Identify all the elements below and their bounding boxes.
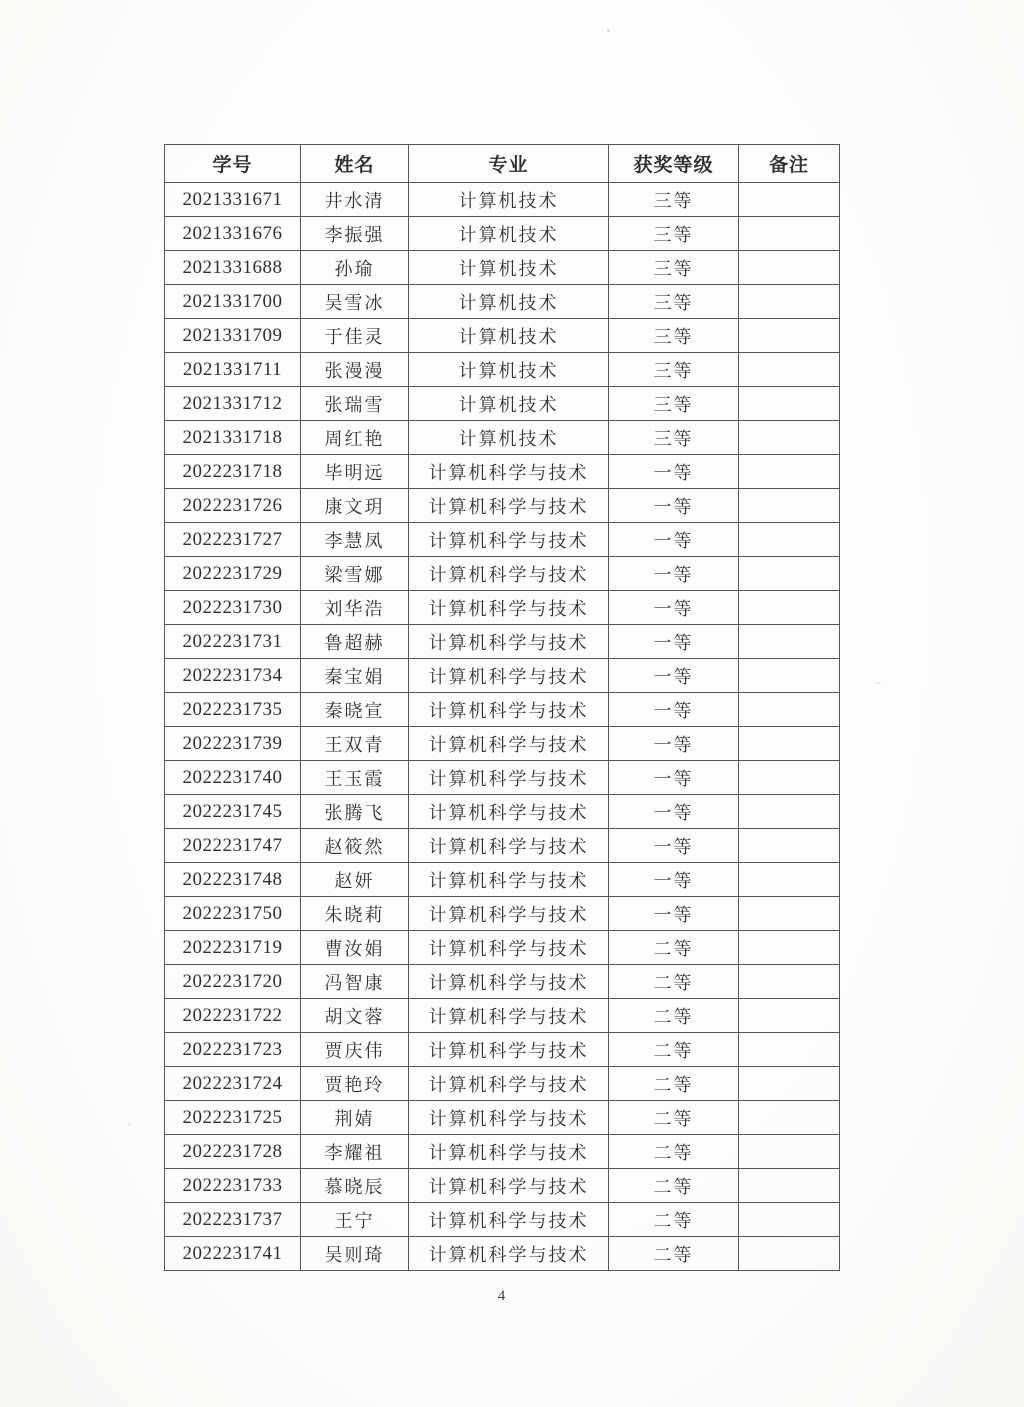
cell-award-level: 二等 [609, 1033, 739, 1067]
cell-remark [739, 1067, 840, 1101]
cell-award-level: 二等 [609, 1169, 739, 1203]
cell-major: 计算机技术 [409, 217, 609, 251]
cell-major: 计算机科学与技术 [409, 1135, 609, 1169]
cell-remark [739, 319, 840, 353]
cell-student-id: 2022231731 [165, 625, 301, 659]
cell-remark [739, 387, 840, 421]
table-row [165, 761, 840, 795]
cell-award-level: 二等 [609, 965, 739, 999]
cell-student-id: 2022231737 [165, 1203, 301, 1237]
cell-name: 曹汝娟 [301, 931, 409, 965]
cell-name: 井水清 [301, 183, 409, 217]
cell-remark [739, 863, 840, 897]
cell-name: 秦宝娟 [301, 659, 409, 693]
cell-major: 计算机技术 [409, 285, 609, 319]
table-row [165, 1033, 840, 1067]
cell-major: 计算机科学与技术 [409, 557, 609, 591]
table-row [165, 625, 840, 659]
cell-remark [739, 1169, 840, 1203]
cell-name: 毕明远 [301, 455, 409, 489]
cell-name: 于佳灵 [301, 319, 409, 353]
cell-remark [739, 251, 840, 285]
cell-name: 孙瑜 [301, 251, 409, 285]
cell-name: 慕晓辰 [301, 1169, 409, 1203]
header-major: 专业 [409, 145, 609, 183]
cell-remark [739, 795, 840, 829]
cell-student-id: 2022231718 [165, 455, 301, 489]
cell-remark [739, 217, 840, 251]
cell-name: 赵妍 [301, 863, 409, 897]
table-row [165, 1067, 840, 1101]
cell-award-level: 三等 [609, 285, 739, 319]
cell-name: 荆婧 [301, 1101, 409, 1135]
table-row [165, 183, 840, 217]
table-row [165, 455, 840, 489]
cell-award-level: 三等 [609, 183, 739, 217]
cell-student-id: 2022231727 [165, 523, 301, 557]
cell-award-level: 二等 [609, 1101, 739, 1135]
table-row [165, 251, 840, 285]
table-row [165, 489, 840, 523]
award-table [164, 144, 840, 1271]
header-remarks: 备注 [739, 145, 840, 183]
cell-remark [739, 999, 840, 1033]
cell-student-id: 2021331711 [165, 353, 301, 387]
cell-award-level: 一等 [609, 659, 739, 693]
cell-student-id: 2022231725 [165, 1101, 301, 1135]
scan-artifact [128, 1123, 131, 1126]
cell-student-id: 2021331688 [165, 251, 301, 285]
cell-student-id: 2021331700 [165, 285, 301, 319]
cell-remark [739, 693, 840, 727]
cell-remark [739, 1237, 840, 1271]
table-row [165, 1169, 840, 1203]
header-award-level: 获奖等级 [609, 145, 739, 183]
cell-student-id: 2022231747 [165, 829, 301, 863]
table-row [165, 591, 840, 625]
cell-major: 计算机技术 [409, 183, 609, 217]
cell-remark [739, 557, 840, 591]
table-row [165, 727, 840, 761]
cell-name: 贾艳玲 [301, 1067, 409, 1101]
cell-name: 王宁 [301, 1203, 409, 1237]
cell-major: 计算机技术 [409, 387, 609, 421]
cell-major: 计算机科学与技术 [409, 1067, 609, 1101]
cell-award-level: 三等 [609, 387, 739, 421]
cell-remark [739, 523, 840, 557]
table-row [165, 1237, 840, 1271]
table-header-row [165, 145, 840, 183]
cell-remark [739, 285, 840, 319]
cell-student-id: 2022231739 [165, 727, 301, 761]
cell-major: 计算机科学与技术 [409, 1033, 609, 1067]
cell-remark [739, 1135, 840, 1169]
cell-major: 计算机技术 [409, 319, 609, 353]
table-row [165, 1135, 840, 1169]
table-row [165, 897, 840, 931]
cell-name: 冯智康 [301, 965, 409, 999]
scan-artifact [876, 682, 881, 684]
cell-award-level: 一等 [609, 455, 739, 489]
table-row [165, 965, 840, 999]
cell-name: 王双青 [301, 727, 409, 761]
cell-student-id: 2021331709 [165, 319, 301, 353]
table-body [165, 183, 840, 1271]
cell-award-level: 一等 [609, 829, 739, 863]
cell-major: 计算机科学与技术 [409, 1101, 609, 1135]
cell-award-level: 一等 [609, 727, 739, 761]
cell-major: 计算机科学与技术 [409, 863, 609, 897]
cell-award-level: 一等 [609, 489, 739, 523]
cell-major: 计算机技术 [409, 251, 609, 285]
cell-remark [739, 455, 840, 489]
cell-major: 计算机科学与技术 [409, 999, 609, 1033]
cell-remark [739, 965, 840, 999]
scan-artifact [607, 29, 610, 32]
cell-student-id: 2022231726 [165, 489, 301, 523]
cell-name: 赵筱然 [301, 829, 409, 863]
cell-remark [739, 659, 840, 693]
cell-name: 秦晓宣 [301, 693, 409, 727]
cell-remark [739, 353, 840, 387]
cell-major: 计算机科学与技术 [409, 625, 609, 659]
cell-award-level: 一等 [609, 693, 739, 727]
cell-award-level: 一等 [609, 863, 739, 897]
cell-remark [739, 489, 840, 523]
cell-award-level: 一等 [609, 591, 739, 625]
cell-award-level: 一等 [609, 795, 739, 829]
cell-award-level: 三等 [609, 421, 739, 455]
cell-student-id: 2022231745 [165, 795, 301, 829]
cell-name: 周红艳 [301, 421, 409, 455]
cell-major: 计算机科学与技术 [409, 693, 609, 727]
cell-name: 康文玥 [301, 489, 409, 523]
table-row [165, 693, 840, 727]
cell-student-id: 2022231722 [165, 999, 301, 1033]
cell-major: 计算机科学与技术 [409, 795, 609, 829]
cell-student-id: 2021331718 [165, 421, 301, 455]
table-row [165, 1203, 840, 1237]
cell-major: 计算机科学与技术 [409, 727, 609, 761]
cell-name: 李振强 [301, 217, 409, 251]
cell-name: 吴则琦 [301, 1237, 409, 1271]
table-row [165, 523, 840, 557]
cell-major: 计算机科学与技术 [409, 659, 609, 693]
cell-major: 计算机技术 [409, 421, 609, 455]
cell-name: 张瑞雪 [301, 387, 409, 421]
cell-award-level: 三等 [609, 319, 739, 353]
page-number: 4 [497, 1288, 506, 1304]
table-row [165, 659, 840, 693]
cell-student-id: 2022231734 [165, 659, 301, 693]
cell-award-level: 二等 [609, 1203, 739, 1237]
table-row [165, 353, 840, 387]
cell-name: 李耀祖 [301, 1135, 409, 1169]
cell-major: 计算机技术 [409, 353, 609, 387]
cell-remark [739, 727, 840, 761]
cell-name: 张腾飞 [301, 795, 409, 829]
cell-major: 计算机科学与技术 [409, 931, 609, 965]
cell-award-level: 二等 [609, 1067, 739, 1101]
cell-student-id: 2022231741 [165, 1237, 301, 1271]
cell-remark [739, 1101, 840, 1135]
cell-remark [739, 931, 840, 965]
cell-student-id: 2022231735 [165, 693, 301, 727]
cell-student-id: 2022231723 [165, 1033, 301, 1067]
cell-remark [739, 421, 840, 455]
cell-name: 胡文蓉 [301, 999, 409, 1033]
cell-major: 计算机科学与技术 [409, 489, 609, 523]
cell-remark [739, 829, 840, 863]
table-row [165, 557, 840, 591]
table-row [165, 795, 840, 829]
cell-student-id: 2022231719 [165, 931, 301, 965]
table-row [165, 285, 840, 319]
cell-name: 张漫漫 [301, 353, 409, 387]
cell-student-id: 2021331712 [165, 387, 301, 421]
cell-student-id: 2022231750 [165, 897, 301, 931]
table-row [165, 931, 840, 965]
cell-student-id: 2022231720 [165, 965, 301, 999]
cell-remark [739, 1033, 840, 1067]
cell-name: 李慧凤 [301, 523, 409, 557]
cell-award-level: 二等 [609, 1237, 739, 1271]
cell-award-level: 一等 [609, 761, 739, 795]
cell-award-level: 三等 [609, 217, 739, 251]
cell-major: 计算机科学与技术 [409, 523, 609, 557]
table-row [165, 999, 840, 1033]
cell-major: 计算机科学与技术 [409, 1237, 609, 1271]
cell-student-id: 2022231724 [165, 1067, 301, 1101]
cell-award-level: 二等 [609, 1135, 739, 1169]
cell-name: 鲁超赫 [301, 625, 409, 659]
header-name: 姓名 [301, 145, 409, 183]
cell-award-level: 一等 [609, 625, 739, 659]
cell-major: 计算机科学与技术 [409, 591, 609, 625]
table-row [165, 1101, 840, 1135]
cell-major: 计算机科学与技术 [409, 455, 609, 489]
table-row [165, 387, 840, 421]
cell-student-id: 2021331676 [165, 217, 301, 251]
cell-student-id: 2021331671 [165, 183, 301, 217]
cell-student-id: 2022231733 [165, 1169, 301, 1203]
cell-award-level: 二等 [609, 931, 739, 965]
header-student-id: 学号 [165, 145, 301, 183]
cell-remark [739, 183, 840, 217]
cell-remark [739, 625, 840, 659]
table-row [165, 863, 840, 897]
cell-name: 吴雪冰 [301, 285, 409, 319]
cell-major: 计算机科学与技术 [409, 1203, 609, 1237]
cell-remark [739, 1203, 840, 1237]
cell-major: 计算机科学与技术 [409, 965, 609, 999]
cell-award-level: 三等 [609, 251, 739, 285]
cell-name: 贾庆伟 [301, 1033, 409, 1067]
cell-student-id: 2022231729 [165, 557, 301, 591]
cell-remark [739, 591, 840, 625]
cell-name: 王玉霞 [301, 761, 409, 795]
table-row [165, 829, 840, 863]
cell-award-level: 一等 [609, 897, 739, 931]
cell-award-level: 二等 [609, 999, 739, 1033]
cell-award-level: 一等 [609, 523, 739, 557]
cell-name: 梁雪娜 [301, 557, 409, 591]
cell-award-level: 一等 [609, 557, 739, 591]
cell-remark [739, 897, 840, 931]
cell-student-id: 2022231728 [165, 1135, 301, 1169]
cell-student-id: 2022231730 [165, 591, 301, 625]
cell-name: 朱晓莉 [301, 897, 409, 931]
cell-major: 计算机科学与技术 [409, 829, 609, 863]
cell-remark [739, 761, 840, 795]
cell-name: 刘华浩 [301, 591, 409, 625]
table-row [165, 421, 840, 455]
cell-award-level: 三等 [609, 353, 739, 387]
cell-student-id: 2022231748 [165, 863, 301, 897]
table-row [165, 319, 840, 353]
cell-student-id: 2022231740 [165, 761, 301, 795]
cell-major: 计算机科学与技术 [409, 897, 609, 931]
table-row [165, 217, 840, 251]
cell-major: 计算机科学与技术 [409, 1169, 609, 1203]
cell-major: 计算机科学与技术 [409, 761, 609, 795]
